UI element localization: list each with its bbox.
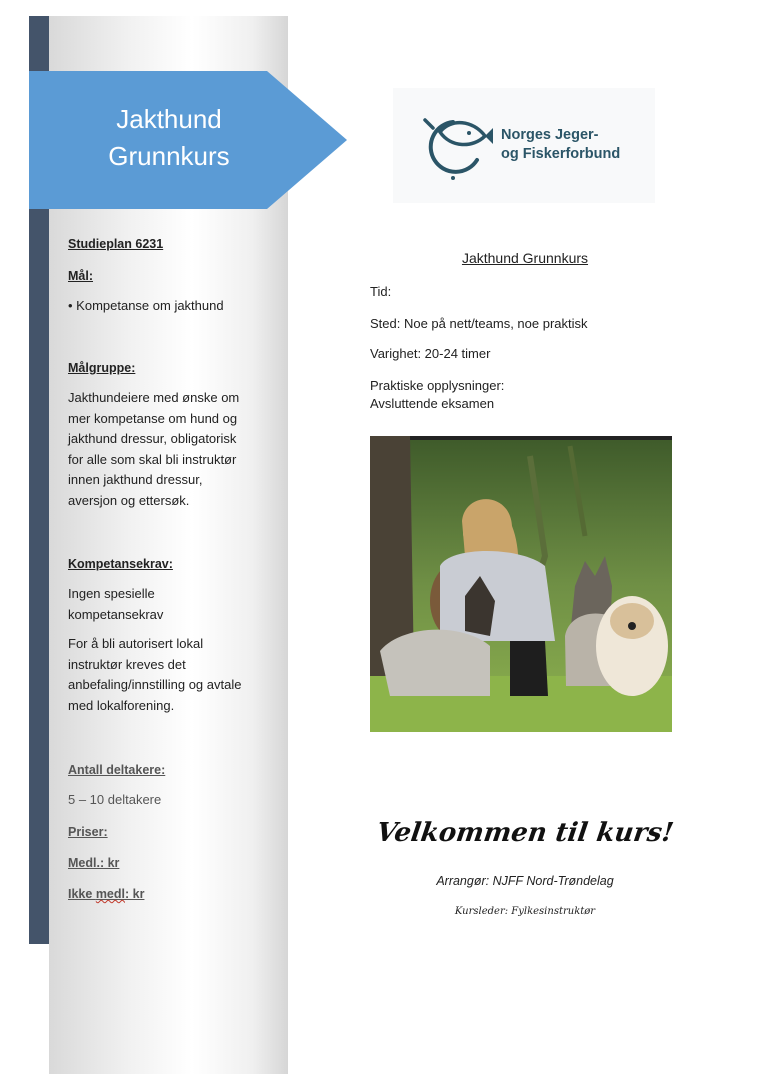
- banner-title-line2: Grunnkurs: [108, 141, 230, 171]
- eksamen-line: Avsluttende eksamen: [370, 396, 495, 411]
- autorisert-line: instruktør kreves det: [68, 656, 186, 672]
- maalgruppe-line: Jakthundeiere med ønske om: [68, 390, 240, 405]
- ikke-medl-word: medl: [95, 887, 125, 901]
- studieplan-label: Studieplan 6231: [68, 237, 164, 251]
- maalgruppe-line: mer kompetanse om hund og: [68, 410, 238, 426]
- medl-price: Medl.: kr: [68, 856, 120, 870]
- course-photo: [370, 436, 672, 732]
- maalgruppe-text: [68, 388, 273, 511]
- priser-heading: Priser:: [68, 825, 108, 839]
- logo-line1: Norges Jeger-: [501, 127, 599, 143]
- maal-item: • Kompetanse om jakthund: [68, 298, 224, 313]
- autorisert-line: med lokalforening.: [68, 697, 175, 713]
- ikke-medl-price: [68, 884, 144, 904]
- antall-value: 5 – 10 deltakere: [68, 792, 162, 807]
- autorisert-line: anbefaling/innstilling og avtale: [68, 677, 242, 692]
- kompetansekrav-text: [68, 584, 273, 625]
- welcome-text: Velkommen til kurs!: [374, 818, 676, 848]
- maalgruppe-line: aversjon og ettersøk.: [68, 492, 190, 508]
- sted-line: Sted: Noe på nett/teams, noe praktisk: [370, 316, 588, 331]
- photo-woman-with-dogs: [370, 436, 672, 732]
- logo-text: [501, 126, 620, 164]
- title-banner: [29, 71, 347, 209]
- banner-title: [69, 101, 269, 175]
- arranger-text: Arrangør: NJFF Nord-Trøndelag: [436, 874, 614, 888]
- tid-line: Tid:: [370, 284, 392, 299]
- autorisert-line: For å bli autorisert lokal: [68, 636, 204, 651]
- kompetansekrav-heading: Kompetansekrav:: [68, 557, 173, 571]
- njff-logo: [393, 88, 655, 203]
- antall-heading: Antall deltakere:: [68, 763, 166, 777]
- course-title: Jakthund Grunnkurs: [461, 250, 589, 266]
- course-leader-text: Kursleder: Fylkesinstruktør: [454, 906, 596, 917]
- banner-title-line1: Jakthund: [116, 104, 222, 134]
- praktiske-line: Praktiske opplysninger:: [370, 378, 505, 393]
- ikke-medl-prefix: Ikke: [68, 887, 96, 901]
- maalgruppe-line: for alle som skal bli instruktør: [68, 451, 237, 467]
- autorisert-text: [68, 634, 273, 716]
- fish-circle-logo-icon: [413, 108, 503, 188]
- maalgruppe-line: innen jakthund dressur,: [68, 472, 203, 487]
- ikke-medl-suffix: : kr: [125, 887, 145, 901]
- maal-heading: Mål:: [68, 269, 93, 283]
- kompetansekrav-line: Ingen spesielle: [68, 586, 155, 601]
- maalgruppe-heading: Målgruppe:: [68, 361, 136, 375]
- varighet-line: Varighet: 20-24 timer: [370, 346, 491, 361]
- maalgruppe-line: jakthund dressur, obligatorisk: [68, 431, 237, 446]
- logo-line2: og Fiskerforbund: [501, 146, 621, 162]
- kompetansekrav-line: kompetansekrav: [68, 606, 164, 622]
